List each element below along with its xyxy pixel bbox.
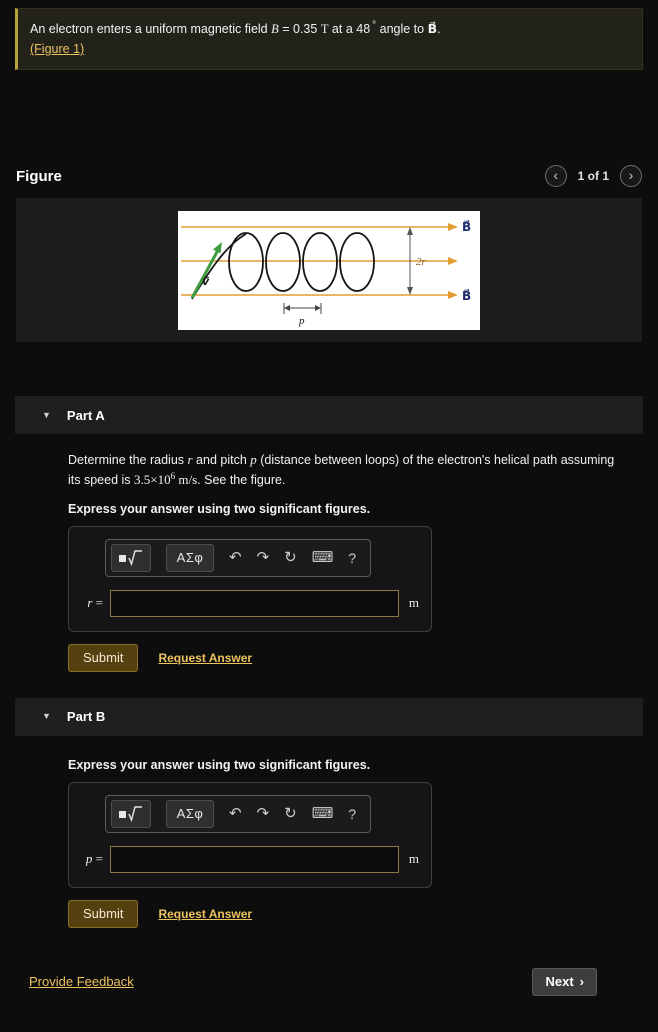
figure-page-indicator: 1 of 1 bbox=[577, 169, 609, 184]
text-segment: and pitch bbox=[192, 453, 251, 468]
request-answer-link-b[interactable]: Request Answer bbox=[158, 906, 253, 921]
request-answer-link-a[interactable]: Request Answer bbox=[158, 650, 253, 665]
submit-button-a[interactable]: Submit bbox=[68, 644, 138, 672]
unit-label-m: m bbox=[408, 595, 419, 611]
math-template-button[interactable] bbox=[111, 800, 151, 828]
keyboard-icon: ⌨ bbox=[311, 549, 334, 567]
undo-button[interactable] bbox=[229, 550, 242, 565]
math-b-symbol: B bbox=[271, 22, 279, 37]
diameter-label: 2r bbox=[416, 255, 426, 268]
part-a-header[interactable] bbox=[15, 396, 643, 434]
part-b-title: Part B bbox=[66, 709, 106, 725]
text-segment: at a 48 bbox=[328, 22, 371, 37]
text-segment: (distance between loops) of the electron's helical path assuming its speed is bbox=[68, 453, 615, 488]
math-template-button[interactable] bbox=[111, 544, 151, 572]
velocity-arrow bbox=[192, 250, 218, 298]
answer-label-p bbox=[81, 851, 103, 867]
next-figure-button[interactable] bbox=[620, 165, 642, 187]
equation-toolbar-a bbox=[105, 539, 371, 577]
text-segment: Determine the radius bbox=[68, 453, 188, 468]
speed-value: 3.5×10 bbox=[134, 472, 171, 488]
equals-sign: = bbox=[95, 851, 103, 867]
helix-figure bbox=[178, 211, 480, 330]
speed-unit: m/s bbox=[175, 472, 198, 488]
equation-toolbar-b bbox=[105, 795, 371, 833]
keyboard-shortcuts-button[interactable] bbox=[312, 806, 334, 821]
b-vector-symbol: B⃗ bbox=[427, 22, 438, 37]
math-r-symbol: r bbox=[187, 452, 193, 468]
part-b-body bbox=[15, 758, 643, 928]
field-lines bbox=[181, 227, 449, 295]
previous-figure-button[interactable] bbox=[545, 165, 567, 187]
next-button-label: Next bbox=[545, 973, 574, 989]
b-field-label-bottom: B⃗ bbox=[462, 288, 472, 303]
figure-bar bbox=[16, 162, 642, 190]
answer-box-b bbox=[68, 782, 432, 888]
actions-a bbox=[68, 644, 643, 672]
answer-input-p[interactable] bbox=[110, 846, 399, 873]
helix-loops bbox=[229, 233, 374, 291]
figure-section-title: Figure bbox=[16, 167, 62, 185]
chevron-left-icon: ‹ bbox=[553, 167, 558, 184]
problem-statement-box bbox=[15, 8, 643, 70]
provide-feedback-link[interactable]: Provide Feedback bbox=[29, 974, 134, 990]
undo-icon: ↶ bbox=[229, 805, 242, 823]
helix-entry-path bbox=[192, 234, 246, 299]
math-p-symbol: p bbox=[250, 452, 257, 468]
part-a-question bbox=[68, 450, 630, 490]
pitch-label: p bbox=[299, 314, 305, 327]
part-b-instruction: Express your answer using two significant figures. bbox=[68, 757, 371, 772]
part-b-header[interactable] bbox=[15, 698, 643, 736]
reset-icon: ↻ bbox=[284, 549, 297, 567]
footer bbox=[15, 968, 643, 996]
answer-row-a bbox=[81, 590, 419, 617]
figure-pager bbox=[545, 165, 642, 187]
text-segment: . See the figure. bbox=[197, 473, 286, 488]
actions-b bbox=[68, 900, 643, 928]
degree-symbol: ° bbox=[372, 20, 377, 31]
keyboard-shortcuts-button[interactable] bbox=[312, 550, 334, 565]
answer-label-r bbox=[81, 595, 103, 611]
helix-figure-svg bbox=[178, 211, 480, 330]
text-segment: An electron enters a uniform magnetic field bbox=[30, 22, 272, 37]
tesla-unit: T bbox=[320, 22, 329, 37]
sqrt-template-icon bbox=[118, 806, 144, 822]
answer-row-b bbox=[81, 846, 419, 873]
field-line-arrowheads bbox=[448, 223, 458, 299]
reset-icon: ↻ bbox=[284, 805, 297, 823]
redo-button[interactable] bbox=[257, 806, 270, 821]
part-a-instruction: Express your answer using two significant figures. bbox=[68, 501, 371, 516]
redo-icon: ↷ bbox=[256, 549, 270, 567]
redo-button[interactable] bbox=[257, 550, 270, 565]
greek-symbols-button[interactable]: ΑΣφ bbox=[166, 544, 214, 572]
problem-statement-text bbox=[30, 18, 630, 39]
redo-icon: ↷ bbox=[256, 805, 270, 823]
help-button[interactable]: ? bbox=[348, 805, 357, 822]
undo-button[interactable] bbox=[229, 806, 242, 821]
p-symbol: p bbox=[85, 851, 93, 867]
velocity-arrowhead bbox=[213, 242, 222, 254]
equals-sign: = bbox=[95, 595, 103, 611]
collapse-triangle-icon: ▼ bbox=[42, 711, 51, 722]
next-button[interactable] bbox=[532, 968, 597, 996]
sqrt-template-icon bbox=[118, 550, 144, 566]
b-field-label-top: B⃗ bbox=[462, 219, 472, 234]
undo-icon: ↶ bbox=[229, 549, 242, 567]
part-a-body bbox=[15, 450, 643, 672]
submit-button-b[interactable]: Submit bbox=[68, 900, 138, 928]
velocity-label: v⃗ bbox=[202, 275, 210, 288]
chevron-right-icon: › bbox=[579, 973, 584, 989]
r-symbol: r bbox=[87, 595, 93, 611]
part-a-title: Part A bbox=[66, 407, 105, 423]
text-segment: angle to bbox=[376, 22, 428, 37]
unit-label-m: m bbox=[408, 851, 419, 867]
figure-link[interactable]: (Figure 1) bbox=[30, 42, 85, 57]
answer-input-r[interactable] bbox=[110, 590, 399, 617]
reset-button[interactable] bbox=[284, 806, 297, 821]
speed-exponent: 6 bbox=[170, 470, 176, 481]
greek-symbols-button[interactable]: ΑΣφ bbox=[166, 800, 214, 828]
figure-panel bbox=[16, 198, 642, 342]
text-segment: . bbox=[437, 22, 441, 37]
collapse-triangle-icon: ▼ bbox=[42, 409, 51, 420]
answer-box-a bbox=[68, 526, 432, 632]
reset-button[interactable] bbox=[284, 550, 297, 565]
help-button[interactable]: ? bbox=[348, 549, 357, 566]
text-segment: = 0.35 bbox=[278, 22, 321, 37]
keyboard-icon: ⌨ bbox=[311, 805, 334, 823]
chevron-right-icon: › bbox=[628, 167, 634, 184]
